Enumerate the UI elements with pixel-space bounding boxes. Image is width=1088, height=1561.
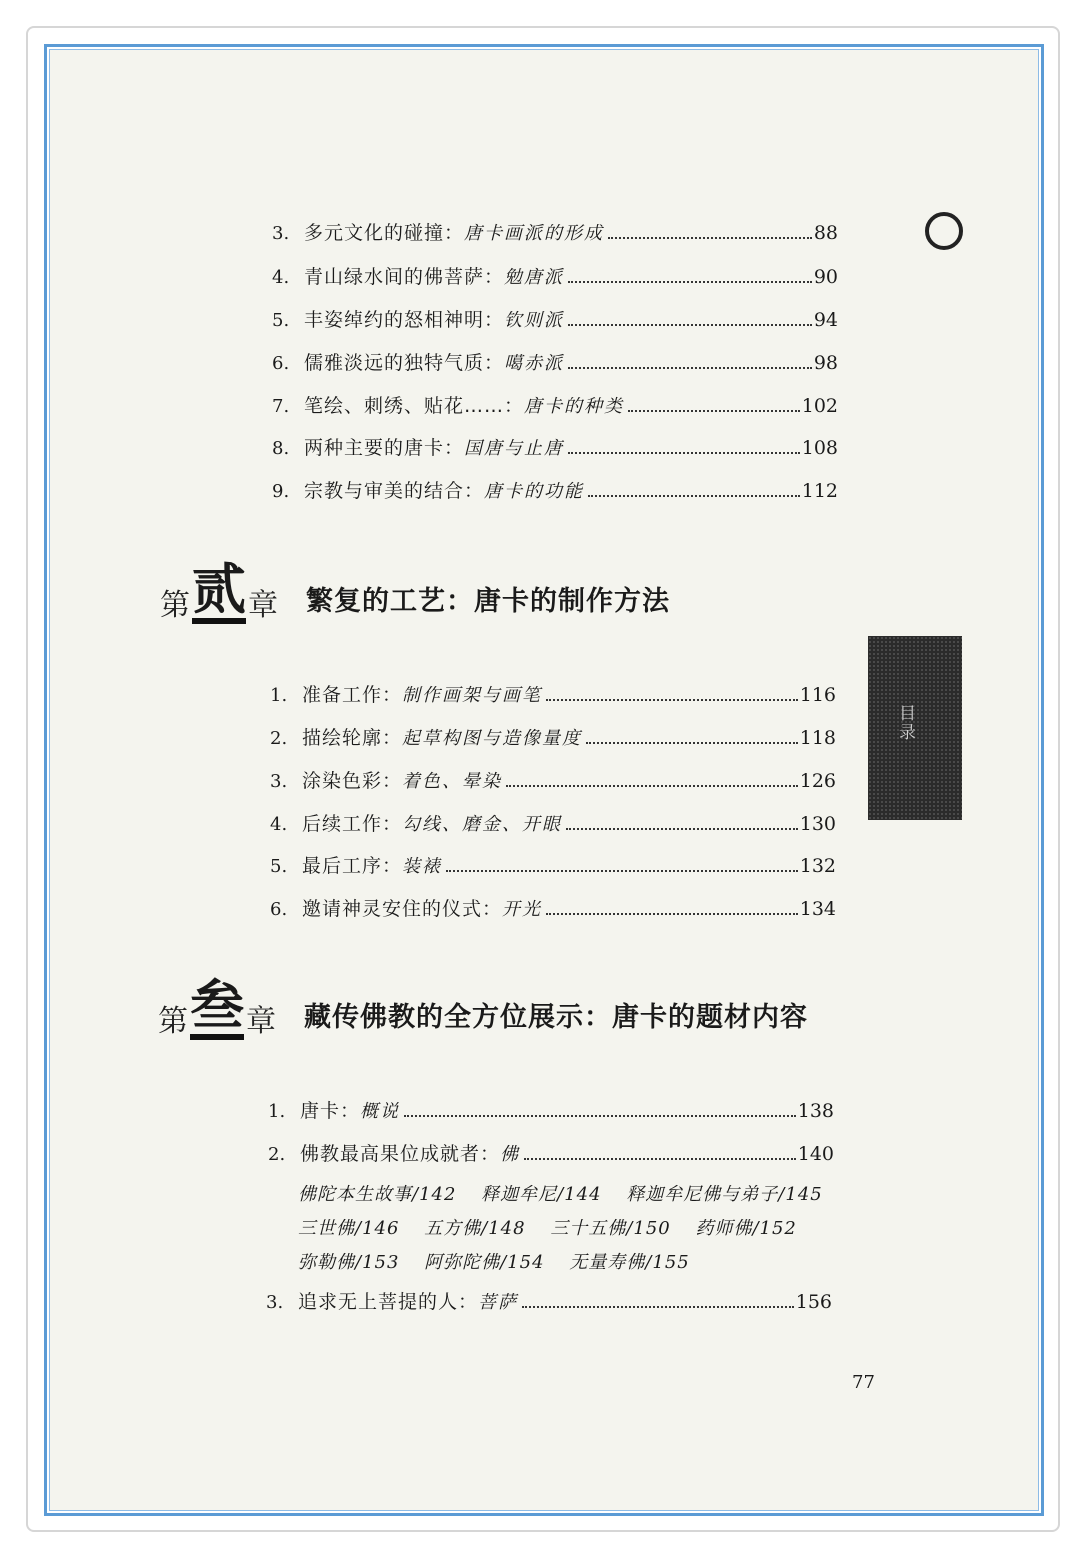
entry-title: 后续工作： (302, 813, 403, 835)
entry-page: 118 (799, 727, 836, 749)
entry-page: 138 (797, 1100, 834, 1122)
entry-title: 描绘轮廓： (302, 727, 403, 749)
entry-title: 笔绘、刺绣、贴花……： (304, 395, 525, 417)
chapter-di: 第 (160, 588, 190, 623)
entry-subtitle: 起草构图与造像量度 (402, 728, 583, 749)
sub-entry[interactable]: 药师佛/152 (695, 1218, 797, 1239)
toc-entry[interactable] (268, 1139, 834, 1166)
leader-dots (506, 785, 798, 787)
side-tab-label: 目录 (895, 704, 915, 742)
sub-entry[interactable]: 三十五佛/150 (550, 1218, 671, 1239)
entry-number: 6. (270, 899, 288, 920)
entry-page: 132 (799, 855, 836, 877)
entry-title: 丰姿绰约的怒相神明： (304, 309, 505, 331)
toc-entry[interactable] (268, 1096, 834, 1123)
sub-entry[interactable]: 五方佛/148 (424, 1218, 526, 1239)
toc-entry[interactable] (272, 476, 838, 503)
entry-number: 3. (272, 223, 290, 244)
entry-title: 佛教最高果位成就者： (300, 1143, 501, 1165)
entry-title: 最后工序： (302, 855, 403, 877)
entry-number: 1. (270, 685, 288, 706)
leader-dots (524, 1158, 796, 1160)
leader-dots (568, 452, 800, 454)
entry-number: 2. (268, 1144, 286, 1165)
entry-number: 8. (272, 438, 290, 459)
leader-dots (566, 828, 798, 830)
entry-title: 邀请神灵安住的仪式： (302, 898, 503, 920)
chapter-title: 藏传佛教的全方位展示：唐卡的题材内容 (304, 1002, 808, 1033)
entry-title: 唐卡： (300, 1100, 361, 1122)
entry-subtitle: 制作画架与画笔 (402, 685, 543, 706)
leader-dots (568, 324, 812, 326)
entry-number: 2. (270, 728, 288, 749)
leader-dots (546, 699, 798, 701)
toc-entry[interactable] (272, 218, 838, 245)
entry-page: 98 (813, 352, 838, 374)
entry-number: 1. (268, 1101, 286, 1122)
toc-entry[interactable] (272, 391, 838, 418)
entry-subtitle: 开光 (502, 899, 543, 920)
entry-number: 3. (266, 1292, 284, 1313)
entry-subtitle: 勾线、磨金、开眼 (402, 814, 563, 835)
entry-number: 3. (270, 771, 288, 792)
page-number: 77 (852, 1372, 875, 1393)
entry-page: 116 (799, 684, 836, 706)
entry-number: 6. (272, 353, 290, 374)
leader-dots (568, 367, 812, 369)
toc-entry[interactable] (272, 348, 838, 375)
entry-page: 126 (799, 770, 836, 792)
sub-entry-line (298, 1180, 841, 1206)
circle-mark-icon (925, 212, 963, 250)
entry-page: 112 (801, 480, 838, 502)
entry-page: 88 (813, 222, 838, 244)
leader-dots (608, 237, 812, 239)
entry-title: 宗教与审美的结合： (304, 480, 485, 502)
entry-title: 涂染色彩： (302, 770, 403, 792)
leader-dots (546, 913, 798, 915)
sub-entry[interactable]: 无量寿佛/155 (569, 1252, 690, 1273)
sub-entry[interactable]: 佛陀本生故事/142 (298, 1184, 457, 1205)
toc-entry[interactable] (272, 262, 838, 289)
sub-entry-line (298, 1248, 708, 1274)
toc-entry[interactable] (270, 680, 836, 707)
entry-page: 108 (801, 437, 838, 459)
sub-entry-line (298, 1214, 815, 1240)
leader-dots (588, 495, 800, 497)
toc-entry[interactable] (266, 1287, 832, 1314)
entry-page: 156 (795, 1291, 832, 1313)
entry-page: 94 (813, 309, 838, 331)
leader-dots (568, 281, 812, 283)
entry-subtitle: 唐卡的种类 (524, 396, 625, 417)
entry-subtitle: 国唐与止唐 (464, 438, 565, 459)
entry-number: 7. (272, 396, 290, 417)
leader-dots (404, 1115, 796, 1117)
entry-subtitle: 唐卡的功能 (484, 481, 585, 502)
leader-dots (446, 870, 798, 872)
entry-page: 130 (799, 813, 836, 835)
entry-subtitle: 装裱 (402, 856, 443, 877)
leader-dots (628, 410, 800, 412)
entry-title: 追求无上菩提的人： (298, 1291, 479, 1313)
chapter-di: 第 (158, 1004, 188, 1039)
entry-number: 5. (270, 856, 288, 877)
toc-entry[interactable] (270, 723, 836, 750)
leader-dots (586, 742, 798, 744)
entry-subtitle: 勉唐派 (504, 267, 565, 288)
entry-title: 青山绿水间的佛菩萨： (304, 266, 505, 288)
entry-number: 4. (270, 814, 288, 835)
chapter-3-heading[interactable] (158, 973, 808, 1040)
toc-entry[interactable] (270, 809, 836, 836)
entry-title: 准备工作： (302, 684, 403, 706)
entry-subtitle: 着色、晕染 (402, 771, 503, 792)
chapter-title: 繁复的工艺：唐卡的制作方法 (306, 586, 670, 617)
toc-entry[interactable] (270, 894, 836, 921)
sub-entry[interactable]: 弥勒佛/153 (298, 1252, 400, 1273)
sub-entry[interactable]: 释迦牟尼佛与弟子/145 (626, 1184, 823, 1205)
entry-title: 多元文化的碰撞： (304, 222, 465, 244)
chapter-number: 叁 (190, 978, 244, 1040)
entry-number: 4. (272, 267, 290, 288)
entry-page: 90 (813, 266, 838, 288)
sub-entry[interactable]: 阿弥陀佛/154 (424, 1252, 545, 1273)
toc-entry[interactable] (272, 305, 838, 332)
toc-entry[interactable] (272, 433, 838, 460)
entry-subtitle: 钦则派 (504, 310, 565, 331)
entry-title: 两种主要的唐卡： (304, 437, 465, 459)
leader-dots (522, 1306, 794, 1308)
entry-page: 134 (799, 898, 836, 920)
sub-entry[interactable]: 释迦牟尼/144 (481, 1184, 602, 1205)
entry-page: 140 (797, 1143, 834, 1165)
entry-title: 儒雅淡远的独特气质： (304, 352, 505, 374)
entry-subtitle: 噶赤派 (504, 353, 565, 374)
entry-subtitle: 概说 (360, 1101, 401, 1122)
chapter-number: 贰 (192, 562, 246, 624)
toc-entry[interactable] (270, 851, 836, 878)
entry-number: 5. (272, 310, 290, 331)
entry-subtitle: 唐卡画派的形成 (464, 223, 605, 244)
chapter-2-heading[interactable] (160, 557, 670, 624)
sub-entry[interactable]: 三世佛/146 (298, 1218, 400, 1239)
entry-subtitle: 佛 (500, 1144, 521, 1165)
chapter-zhang: 章 (248, 588, 278, 623)
entry-subtitle: 菩萨 (478, 1292, 519, 1313)
toc-entry[interactable] (270, 766, 836, 793)
entry-number: 9. (272, 481, 290, 502)
entry-page: 102 (801, 395, 838, 417)
chapter-zhang: 章 (246, 1004, 276, 1039)
